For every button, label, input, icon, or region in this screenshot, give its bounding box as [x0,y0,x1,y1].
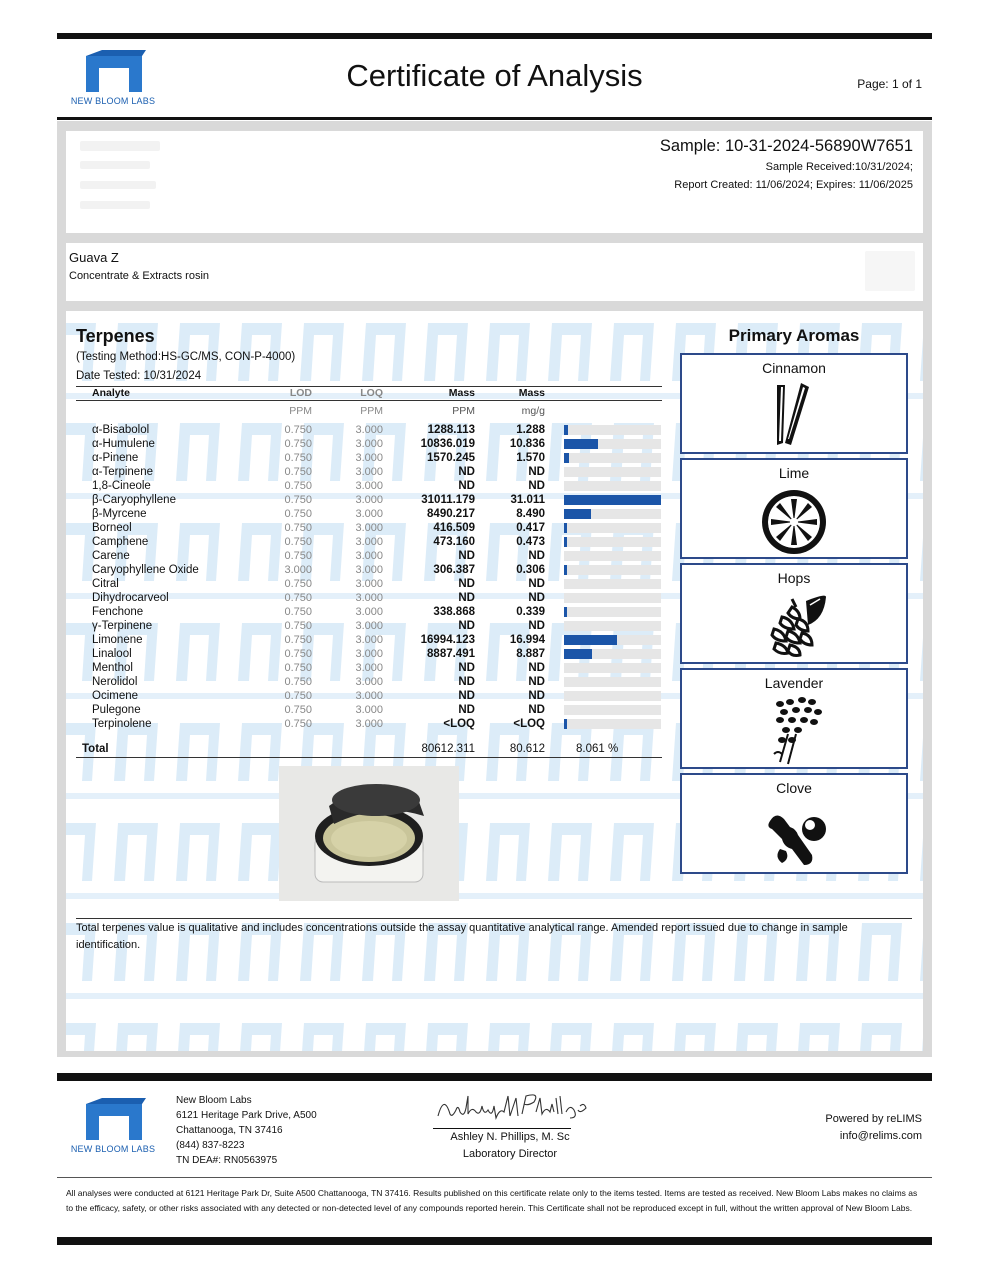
footer-lab-logo [68,1098,158,1154]
analyte-loq: 3.000 [355,662,383,674]
analyte-mass-mg: 8.490 [516,508,545,520]
analyte-mass-mg: 8.887 [516,648,545,660]
analyte-mass-ppm: ND [458,676,475,688]
analyte-loq: 3.000 [355,578,383,590]
table-row [76,479,662,493]
concentration-bar [564,495,661,505]
analyte-mass-mg: ND [528,480,545,492]
concentration-bar-track [564,565,661,575]
analyte-lod: 0.750 [284,438,312,450]
analyte-name: Menthol [92,662,133,674]
analyte-mass-ppm: 8490.217 [427,508,475,520]
jar-image [279,766,459,901]
terpenes-note: Total terpenes value is qualitative and includes concentrations outside the assay quantitative analytical range. Amended report issued due to change in sample identification. [76,922,848,951]
analyte-name: Caryophyllene Oxide [92,564,199,576]
analyte-loq: 3.000 [355,480,383,492]
address-line: 6121 Heritage Park Drive, A500 [176,1110,317,1121]
signer-title: Laboratory Director [462,1148,558,1160]
aromas-title: Primary Aromas [728,326,860,345]
analyte-name: α-Pinene [92,452,139,464]
aroma-card-hops [680,563,908,664]
table-row [76,619,662,633]
table-row [76,563,662,577]
unit-mass-ppm: PPM [452,405,475,417]
analyte-loq: 3.000 [355,606,383,618]
unit-row [76,405,662,419]
contact-email[interactable]: info@relims.com [839,1130,922,1142]
signature-image [430,1088,590,1128]
logo-text: NEW BLOOM LABS [70,1144,156,1154]
table-row [76,465,662,479]
concentration-bar-track [564,467,661,477]
analyte-mass-mg: 0.417 [516,522,545,534]
table-row [76,451,662,465]
analyte-lod: 0.750 [284,578,312,590]
total-percent: 8.061 % [576,743,619,755]
table-row [76,647,662,661]
analyte-name: Limonene [92,634,143,646]
concentration-bar-track [564,607,661,617]
concentration-bar [564,439,598,449]
concentration-bar [564,649,592,659]
concentration-bar-track [564,579,661,589]
analyte-lod: 0.750 [284,676,312,688]
concentration-bar-track [564,439,661,449]
document-title: Certificate of Analysis [346,58,643,93]
analyte-mass-mg: ND [528,620,545,632]
analyte-lod: 0.750 [284,494,312,506]
concentration-bar-track [564,537,661,547]
analyte-name: Ocimene [92,690,139,702]
footer-top-rule [57,1073,932,1081]
address-line: New Bloom Labs [176,1095,252,1106]
clove-icon [760,799,832,871]
analyte-name: α-Bisabolol [92,424,150,436]
redacted-block [80,161,150,169]
concentration-bar [564,607,567,617]
concentration-bar-track [564,635,661,645]
analyte-mass-mg: 0.339 [516,606,545,618]
analyte-mass-mg: 0.473 [516,536,545,548]
address-line: TN DEA#: RN0563975 [176,1155,278,1166]
bottom-rule [57,1237,932,1245]
analyte-lod: 0.750 [284,634,312,646]
sample-received: Sample Received:10/31/2024; [765,161,913,173]
product-type: Concentrate & Extracts rosin [69,270,210,282]
signer-name: Ashley N. Phillips, M. Sc [450,1131,570,1143]
analyte-mass-ppm: 1288.113 [427,424,475,436]
terpenes-panel [66,311,923,1051]
table-row [76,605,662,619]
analyte-name: Camphene [92,536,149,548]
total-mg: 80.612 [509,743,545,755]
analyte-mass-mg: ND [528,676,545,688]
analyte-loq: 3.000 [355,564,383,576]
analyte-mass-mg: ND [528,578,545,590]
concentration-bar-track [564,509,661,519]
analyte-mass-ppm: ND [458,480,475,492]
table-row [76,507,662,521]
analyte-mass-ppm: ND [458,466,475,478]
cinnamon-icon [761,379,827,449]
analyte-mass-mg: 1.288 [516,424,545,436]
analyte-mass-ppm: 10836.019 [420,438,475,450]
table-row [76,423,662,437]
analyte-mass-ppm: ND [458,578,475,590]
table-row [76,577,662,591]
table-row [76,591,662,605]
analyte-lod: 0.750 [284,662,312,674]
analyte-lod: 0.750 [284,536,312,548]
analyte-mass-ppm: <LOQ [443,718,475,730]
footer-divider [57,1177,932,1178]
table-row [76,493,662,507]
analyte-name: Citral [92,578,119,590]
lab-address [176,1093,317,1168]
analyte-name: β-Myrcene [92,508,147,520]
aroma-card-cinnamon [680,353,908,454]
concentration-bar-track [564,719,661,729]
header-loq: LOQ [360,387,383,399]
redacted-block [80,181,156,189]
analyte-mass-ppm: 416.509 [433,522,475,534]
analyte-loq: 3.000 [355,634,383,646]
analyte-loq: 3.000 [355,550,383,562]
analyte-mass-ppm: 1570.245 [427,452,475,464]
testing-method: (Testing Method:HS-GC/MS, CON-P-4000) [76,351,296,363]
aroma-label: Clove [776,780,812,796]
analyte-mass-ppm: 338.868 [433,606,475,618]
table-row [76,717,662,731]
analyte-lod: 0.750 [284,592,312,604]
analyte-lod: 0.750 [284,480,312,492]
analyte-mass-mg: <LOQ [513,718,545,730]
analyte-name: Nerolidol [92,676,138,688]
concentration-bar-track [564,481,661,491]
address-line: (844) 837-8223 [176,1140,245,1151]
analyte-lod: 0.750 [284,522,312,534]
page-number: Page: 1 of 1 [857,77,922,91]
analyte-name: Fenchone [92,606,144,618]
aroma-label: Cinnamon [762,360,826,376]
analyte-mass-mg: 10.836 [509,438,545,450]
terpenes-title: Terpenes [76,326,155,346]
analyte-loq: 3.000 [355,452,383,464]
analyte-lod: 0.750 [284,620,312,632]
powered-by: Powered by reLIMS [825,1113,922,1125]
analyte-loq: 3.000 [355,424,383,436]
logo-text: NEW BLOOM LABS [70,96,156,106]
header-lod: LOD [289,387,312,399]
sample-panel [66,131,923,233]
analyte-loq: 3.000 [355,494,383,506]
date-tested: Date Tested: 10/31/2024 [76,370,202,382]
analyte-loq: 3.000 [355,620,383,632]
analyte-mass-ppm: 16994.123 [420,634,475,646]
aroma-label: Hops [777,570,811,586]
analyte-lod: 0.750 [284,690,312,702]
total-label: Total [82,743,109,755]
analyte-lod: 3.000 [284,564,312,576]
analyte-lod: 0.750 [284,508,312,520]
analyte-mass-ppm: ND [458,662,475,674]
aroma-label: Lime [778,465,810,481]
analyte-loq: 3.000 [355,690,383,702]
analyte-lod: 0.750 [284,718,312,730]
top-rule [57,33,932,39]
hops-icon [762,589,832,661]
concentration-bar [564,635,617,645]
analyte-lod: 0.750 [284,424,312,436]
concentration-bar [564,565,567,575]
analyte-lod: 0.750 [284,606,312,618]
table-row [76,689,662,703]
analyte-mass-ppm: 306.387 [433,564,475,576]
concentration-bar-track [564,495,661,505]
table-row [76,535,662,549]
analyte-mass-mg: ND [528,704,545,716]
analyte-loq: 3.000 [355,536,383,548]
signature-line [433,1128,571,1129]
concentration-bar-track [564,649,661,659]
concentration-bar-track [564,677,661,687]
lavender-icon [766,694,832,766]
analyte-loq: 3.000 [355,676,383,688]
logo-mark-icon [80,1098,146,1140]
analyte-mass-mg: ND [528,550,545,562]
concentration-bar-track [564,663,661,673]
concentration-bar [564,719,567,729]
table-row [76,661,662,675]
analyte-lod: 0.750 [284,466,312,478]
analyte-mass-mg: 0.306 [516,564,545,576]
redacted-block [80,201,150,209]
concentration-bar [564,537,567,547]
analyte-loq: 3.000 [355,718,383,730]
table-row [76,437,662,451]
analyte-name: γ-Terpinene [92,620,153,632]
header-rule [57,117,932,120]
analyte-mass-ppm: ND [458,704,475,716]
concentration-bar-track [564,453,661,463]
table-row [76,703,662,717]
address-line: Chattanooga, TN 37416 [176,1125,283,1136]
analyte-mass-ppm: ND [458,592,475,604]
sample-id: Sample: 10-31-2024-56890W7651 [659,137,913,155]
aroma-card-lime [680,458,908,559]
analyte-lod: 0.750 [284,648,312,660]
analyte-name: α-Terpinene [92,466,153,478]
product-panel [66,243,923,301]
analyte-loq: 3.000 [355,508,383,520]
total-row [76,742,662,758]
analyte-mass-ppm: 8887.491 [427,648,475,660]
analyte-mass-mg: ND [528,466,545,478]
disclaimer: All analyses were conducted at 6121 Heritage Park Dr, Suite A500 Chattanooga, TN 37416. Results published on this certificate relate only to the items tested. Items are tested as received. New Bloom Labs makes no claims as to the efficacy, safety, or other risks associated with any detected or non-detected level of any compounds reported herein. This Certificate shall not be reproduced except in full, without the written approval of New Bloom Labs. [66,1188,918,1213]
concentration-bar-track [564,621,661,631]
analyte-mass-mg: 31.011 [510,494,545,506]
redacted-block [865,251,915,291]
analyte-mass-mg: ND [528,690,545,702]
analyte-mass-ppm: 31011.179 [421,494,475,506]
analyte-mass-mg: ND [528,662,545,674]
redacted-block [80,141,160,151]
analyte-name: Carene [92,550,130,562]
header-analyte: Analyte [92,387,130,399]
concentration-bar-track [564,523,661,533]
analyte-name: Terpinolene [92,718,152,730]
concentration-bar [564,523,567,533]
concentration-bar-track [564,705,661,715]
analyte-loq: 3.000 [355,438,383,450]
concentration-bar-track [564,691,661,701]
note-divider [76,918,912,919]
header-mass-mg: Mass [518,387,545,399]
concentration-bar-track [564,551,661,561]
lime-icon [758,484,830,554]
concentration-bar-track [564,593,661,603]
analyte-mass-mg: 16.994 [509,634,545,646]
concentration-bar [564,509,591,519]
analyte-loq: 3.000 [355,592,383,604]
table-row [76,633,662,647]
analyte-name: Dihydrocarveol [92,592,169,604]
analyte-mass-ppm: ND [458,550,475,562]
analyte-mass-mg: 1.570 [516,452,545,464]
header-mass-ppm: Mass [448,387,475,399]
analyte-name: Linalool [92,648,132,660]
analyte-name: Pulegone [92,704,141,716]
aroma-label: Lavender [764,675,824,691]
analyte-loq: 3.000 [355,704,383,716]
aroma-card-clove [680,773,908,874]
report-dates: Report Created: 11/06/2024; Expires: 11/06/2025 [674,179,913,191]
analyte-loq: 3.000 [355,648,383,660]
table-row [76,521,662,535]
concentration-bar [564,453,569,463]
analyte-loq: 3.000 [355,466,383,478]
concentration-bar [564,425,568,435]
table-row [76,549,662,563]
table-row [76,675,662,689]
analyte-name: Borneol [92,522,132,534]
analyte-mass-ppm: ND [458,690,475,702]
unit-lod: PPM [289,405,312,417]
total-ppm: 80612.311 [421,743,475,755]
analyte-loq: 3.000 [355,522,383,534]
aroma-card-lavender [680,668,908,769]
analyte-name: 1,8-Cineole [92,480,151,492]
analyte-mass-ppm: ND [458,620,475,632]
analyte-lod: 0.750 [284,704,312,716]
analyte-name: α-Humulene [92,438,155,450]
table-header [76,386,662,401]
analyte-mass-mg: ND [528,592,545,604]
product-name: Guava Z [69,250,119,265]
analyte-name: β-Caryophyllene [92,494,176,506]
product-photo [279,766,459,901]
unit-loq: PPM [360,405,383,417]
unit-mass-mg: mg/g [521,405,545,417]
analyte-mass-ppm: 473.160 [433,536,475,548]
analyte-lod: 0.750 [284,550,312,562]
analyte-lod: 0.750 [284,452,312,464]
concentration-bar-track [564,425,661,435]
